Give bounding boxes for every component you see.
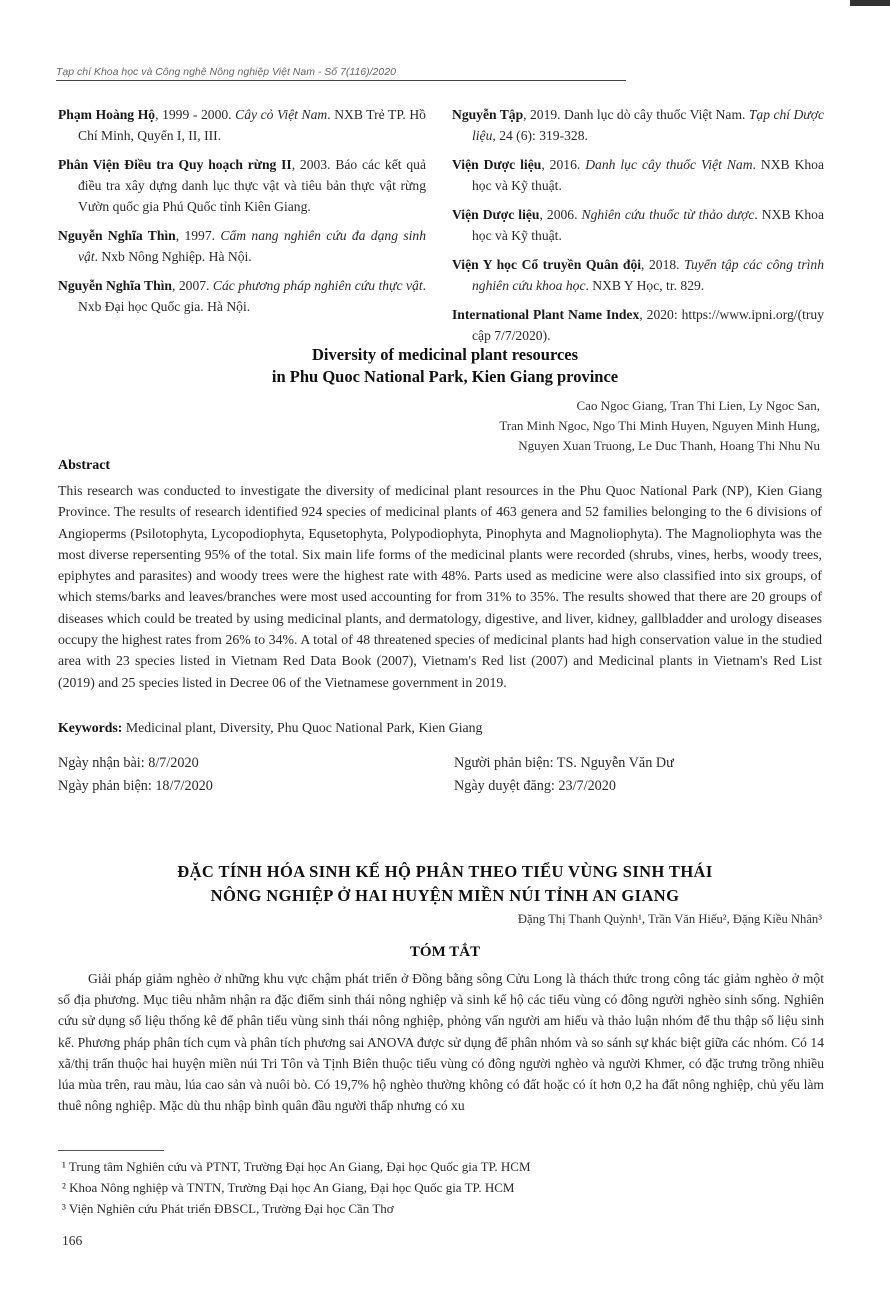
author-line: Cao Ngoc Giang, Tran Thi Lien, Ly Ngoc San, — [576, 398, 820, 413]
reference-item: Nguyễn Nghĩa Thìn, 1997. Cẩm nang nghiên cứu đa dạng sinh vật. Nxb Nông Nghiệp. Hà Nội. — [58, 228, 426, 264]
footnotes — [62, 1156, 782, 1219]
english-title-line: Diversity of medicinal plant resources — [311, 345, 579, 364]
reference-item: Phạm Hoàng Hộ, 1999 - 2000. Cây cỏ Việt Nam. NXB Trẻ TP. Hồ Chí Minh, Quyển I, II, III. — [58, 107, 426, 143]
reference-item: Viện Y học Cổ truyền Quân đội, 2018. Tuyển tập các công trình nghiên cứu khoa học. NXB Y Học, tr. 829. — [452, 257, 824, 293]
date-received: Ngày nhận bài: 8/7/2020 — [58, 755, 199, 771]
reference-item: Nguyễn Nghĩa Thìn, 2007. Các phương pháp nghiên cứu thực vật. Nxb Đại học Quốc gia. Hà Nội. — [58, 278, 426, 314]
vietnamese-title — [80, 860, 810, 908]
summary-text: Giải pháp giảm nghèo ở những khu vực chậm phát triển ở Đồng bằng sông Cửu Long là thách thức trong công tác giảm nghèo ở một số địa phương. Mục tiêu nhằm nhận ra đặc điểm sinh thái nông nghiệp và sinh kế hộ các tiểu vùng có đông người nghèo sinh sống. Nghiên cứu sử dụng số liệu thống kê để phân tiểu vùng sinh thái nông nghiệp, phỏng vấn người am hiểu và thảo luận nhóm để thu thập số liệu sinh kế. Phương pháp phân tích cụm và phân tích phương sai ANOVA được sử dụng để phân nhóm và so sánh sự khác biệt giữa các nhóm. Có 14 xã/thị trấn thuộc hai huyện miền núi Tri Tôn và Tịnh Biên thuộc tiểu vùng có đông người nghèo và người Khmer, có đặc trưng trồng nhiều lúa mùa trên, rau màu, lúa cao sản và nuôi bò. Có 19,7% hộ nghèo thường không có đất hoặc có ít hơn 0,2 ha đất nông nghiệp, chủ yếu làm thuê nông nghiệp. Mặc dù thu nhập bình quân đầu người thấp nhưng có xu — [58, 971, 824, 1114]
abstract-heading: Abstract — [58, 458, 111, 473]
corner-mark — [850, 0, 890, 6]
references-left-column — [58, 104, 426, 325]
keywords — [58, 720, 822, 736]
english-authors — [320, 396, 820, 456]
abstract-text: This research was conducted to investigate the diversity of medicinal plant resources in the Phu Quoc National Park (NP), Kien Giang Province. The results of research identified 924 species of medicinal plants of 463 genera and 52 families belonging to the 6 divisions of Angioperms (Psilotophyta, Lycopodiophyta, Equsetophyta, Polypodiophyta, Pinophyta and Magnoliophyta). The Magnoliophyta was the most diverse repersenting 95% of the total. Six main life forms of the medicinal plants were recorded (shrubs, vines, herbs, woody trees, epiphytes and parasites) and woody trees were the highest rate with 48%. Parts used as medicine were also classified into six groups, of which stems/barks and leaves/branches were most used accounting for from 31% to 35%. The results showed that there are 20 groups of diseases which could be treated by using medicinal plants, and dermatology, digestive, and liver, kidney, gallbladder and urology diseases occupy the highest rates from 26% to 34%. A total of 48 threatened species of medicinal plants had high conservation value in the studied area with 23 species listed in Vietnam Red Data Book (2007), Vietnam's Red list (2007) and Medicinal plants in Vietnam's Red List (2019) and 25 species listed in Decree 06 of the Vietnamese government in 2019. — [58, 483, 822, 690]
dates-left — [58, 752, 213, 798]
reference-item: International Plant Name Index, 2020: https://www.ipni.org/(truy cập 7/7/2020). — [452, 307, 824, 343]
footnote: ³ Viện Nghiên cứu Phát triển ĐBSCL, Trường Đại học Cần Thơ — [62, 1201, 394, 1216]
keywords-text: Medicinal plant, Diversity, Phu Quoc National Park, Kien Giang — [122, 720, 483, 735]
vietnamese-title-line: ĐẶC TÍNH HÓA SINH KẾ HỘ PHÂN THEO TIỂU VÙNG SINH THÁI — [177, 862, 713, 881]
footnote-divider — [58, 1150, 164, 1151]
page-number: 166 — [62, 1233, 83, 1248]
references-right-column — [452, 104, 824, 354]
reference-item: Viện Dược liệu, 2006. Nghiên cứu thuốc từ thảo dược. NXB Khoa học và Kỹ thuật. — [452, 207, 824, 243]
english-title-line: in Phu Quoc National Park, Kien Giang province — [271, 367, 619, 386]
vietnamese-title-line: NÔNG NGHIỆP Ở HAI HUYỆN MIỀN NÚI TỈNH AN GIANG — [210, 886, 680, 905]
reference-item: Viện Dược liệu, 2016. Danh lục cây thuốc Việt Nam. NXB Khoa học và Kỹ thuật. — [452, 157, 825, 193]
reference-item: Phân Viện Điều tra Quy hoạch rừng II, 2003. Báo các kết quả điều tra xây dựng danh lục thực vật và tiêu bản thực vật rừng Vườn quốc gia Phú Quốc tỉnh Kiên Giang. — [58, 157, 426, 214]
date-accepted: Ngày duyệt đăng: 23/7/2020 — [454, 778, 616, 794]
footnote: ² Khoa Nông nghiệp và TNTN, Trường Đại học An Giang, Đại học Quốc gia TP. HCM — [62, 1180, 515, 1195]
english-title — [100, 344, 790, 388]
running-header: Tạp chí Khoa học và Công nghệ Nông nghiệp Việt Nam - Số 7(116)/2020 — [56, 66, 626, 81]
dates-right — [454, 752, 674, 798]
reviewer: Người phản biện: TS. Nguyễn Văn Dư — [454, 755, 674, 771]
author-line: Nguyen Xuan Truong, Le Duc Thanh, Hoang Thi Nhu Nu — [518, 438, 820, 453]
summary-heading: TÓM TẮT — [409, 944, 481, 960]
footnote: ¹ Trung tâm Nghiên cứu và PTNT, Trường Đại học An Giang, Đại học Quốc gia TP. HCM — [62, 1159, 531, 1174]
vietnamese-authors: Đặng Thị Thanh Quỳnh¹, Trần Văn Hiếu², Đặng Kiều Nhân³ — [517, 912, 822, 926]
reference-item: Nguyễn Tập, 2019. Danh lục dò cây thuốc Việt Nam. Tạp chí Dược liệu, 24 (6): 319-328. — [452, 107, 824, 143]
keywords-label: Keywords: — [58, 720, 123, 735]
author-line: Tran Minh Ngoc, Ngo Thi Minh Huyen, Nguyen Minh Hung, — [499, 418, 820, 433]
date-review: Ngày phản biện: 18/7/2020 — [58, 778, 213, 794]
